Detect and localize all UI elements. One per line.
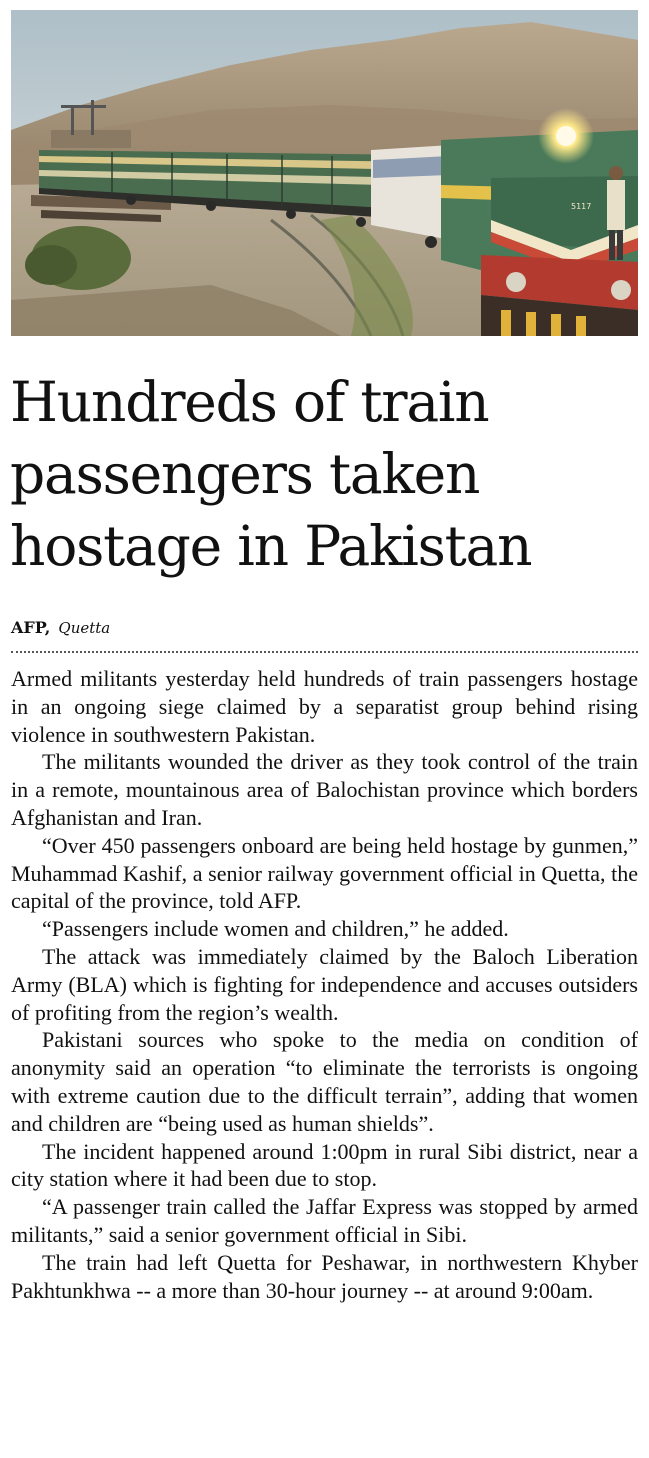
paragraph: “A passenger train called the Jaffar Express was stopped by armed militants,” said a senior government official in Sibi. [11, 1194, 638, 1247]
paragraph: “Passengers include women and children,” he added. [42, 916, 509, 942]
article-body [11, 665, 638, 1304]
train-photo [11, 10, 638, 336]
byline [11, 617, 110, 639]
paragraph: The militants wounded the driver as they took control of the train in a remote, mountainous area of Balochistan province which borders Afghanistan and Iran. [11, 749, 638, 830]
byline-divider [11, 651, 638, 653]
paragraph: Armed militants yesterday held hundreds of train passengers hostage in an ongoing siege claimed by a separatist group behind rising violence in southwestern Pakistan. [11, 666, 638, 747]
paragraph: The attack was immediately claimed by the Baloch Liberation Army (BLA) which is fighting for independence and accuses outsiders of profiting from the region’s wealth. [11, 943, 638, 1025]
paragraph: Pakistani sources who spoke to the media on condition of anonymity said an operation “to eliminate the terrorists is ongoing with extreme caution due to the difficult terrain”, adding that women and children are “being used as human shields”. [11, 1027, 638, 1136]
byline-agency: AFP, [11, 618, 51, 637]
locomotive-number: 5117 [571, 202, 592, 211]
headline: Hundreds of train passengers taken hostage in Pakistan [10, 370, 532, 578]
paragraph: “Over 450 passengers onboard are being held hostage by gunmen,” Muhammad Kashif, a senior railway government official in Quetta, the capital of the province, told AFP. [11, 832, 638, 914]
paragraph: The train had left Quetta for Peshawar, in northwestern Khyber Pakhtunkhwa -- a more than 30-hour journey -- at around 9:00am. [11, 1249, 638, 1303]
paragraph: The incident happened around 1:00pm in rural Sibi district, near a city station where it had been due to stop. [11, 1138, 638, 1192]
byline-location: Quetta [58, 619, 111, 637]
